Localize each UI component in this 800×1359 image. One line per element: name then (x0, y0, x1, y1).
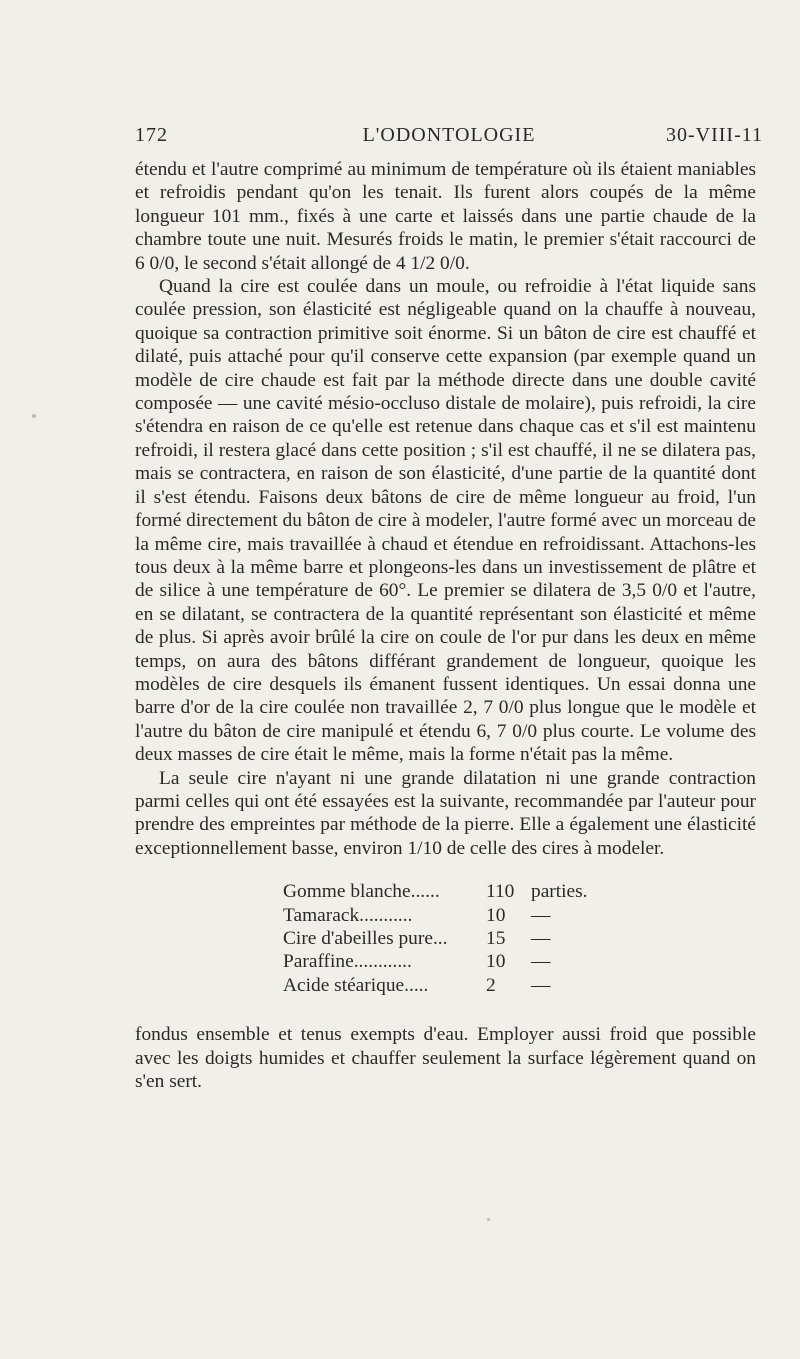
recipe-row (283, 904, 588, 927)
wax-recipe-table (283, 880, 588, 997)
journal-title: L'ODONTOLOGIE (362, 124, 536, 146)
recipe-quantity: 110 (486, 881, 515, 903)
recipe-unit: — (531, 904, 551, 926)
running-header (135, 124, 763, 154)
recipe-row (283, 950, 588, 973)
page-number: 172 (135, 124, 168, 146)
recipe-unit: — (531, 951, 551, 973)
paper-speck (487, 1218, 490, 1221)
recipe-unit: parties. (531, 881, 588, 903)
paragraph-continued: étendu et l'autre comprimé au minimum de température où ils étaient maniables et refroidis pendant qu'on les tenait. Ils furent alors coupés de la même longueur 101 mm., fixés à une carte et laissés dans une partie chaude de la chambre toute une nuit. Mesurés froids le matin, le premier s'était raccourci de 6 0/0, le second s'était allongé de 4 1/2 0/0. (135, 159, 756, 274)
recipe-row (283, 974, 588, 997)
recipe-ingredient: Gomme blanche...... (283, 881, 440, 903)
recipe-quantity: 2 (486, 974, 496, 996)
paragraph-instructions: fondus ensemble et tenus exempts d'eau. Employer aussi froid que possible avec les doigts humides et chauffer seulement la surface légèrement quand on s'en sert. (135, 1024, 756, 1093)
issue-reference: 30-VIII-11 (665, 124, 763, 146)
paragraph-cast-wax: Quand la cire est coulée dans un moule, ou refroidie à l'état liquide sans coulée pression, son élasticité est négligeable quand on la chauffe à nouveau, quoique sa contraction primitive soit énorme. Si un bâton de cire est chauffé et dilaté, puis attaché pour qu'il conserve cette expansion (par exemple quand un modèle de cire chaude est fait par la méthode directe dans une double cavité composée — une cavité mésio-occluso distale de molaire), puis refroidi, la cire s'étendra en raison de ce qu'elle est retenue dans chaque cas et s'il est maintenu refroidi, il restera glacé dans cette position ; s'il est chauffé, il ne se dilatera pas, mais se contractera, en raison de son élasticité, d'une partie de la quantité dont il s'est étendu. Faisons deux bâtons de cire de même longueur au froid, l'un formé directement du bâton de cire à modeler, l'autre formé avec un morceau de la même cire, mais travaillée à chaud et étendue en refroidissant. Attachons-les tous deux à la même barre et plongeons-les dans un investissement de plâtre et de silice à une température de 60°. Le premier se dilatera de 3,5 0/0 et l'autre, en se dilatant, se contractera de la quantité représentant son élasticité et même de plus. Si après avoir brûlé la cire on coule de l'or pur dans les deux en même temps, on aura des bâtons différant grandement de longueur, quoique les modèles de cire desquels ils émanent fussent identiques. Un essai donna une barre d'or de la cire coulée non travaillée 2, 7 0/0 plus longue que le modèle et l'autre du bâton de cire manipulé et étendu 6, 7 0/0 plus courte. Le volume des deux masses de cire était le même, mais la forme n'était pas la même. (135, 276, 756, 766)
recipe-quantity: 15 (486, 928, 506, 949)
paper-speck (32, 414, 36, 418)
recipe-ingredient: Tamarack........... (283, 904, 413, 926)
page-body (135, 158, 756, 1093)
recipe-ingredient: Cire d'abeilles pure... (283, 928, 448, 949)
recipe-ingredient: Acide stéarique..... (283, 974, 429, 996)
recipe-ingredient: Paraffine............ (283, 951, 412, 973)
recipe-unit: — (531, 928, 551, 949)
recipe-row (283, 880, 588, 903)
recipe-row (283, 927, 588, 950)
recipe-quantity: 10 (486, 904, 506, 926)
recipe-quantity: 10 (486, 951, 506, 973)
paragraph-recommended-wax: La seule cire n'ayant ni une grande dilatation ni une grande contraction parmi celles qui ont été essayées est la suivante, recommandée par l'auteur pour prendre des empreintes par méthode de la pierre. Elle a également une élasticité exceptionnellement basse, environ 1/10 de celle des cires à modeler. (135, 767, 756, 859)
recipe-unit: — (531, 974, 551, 996)
